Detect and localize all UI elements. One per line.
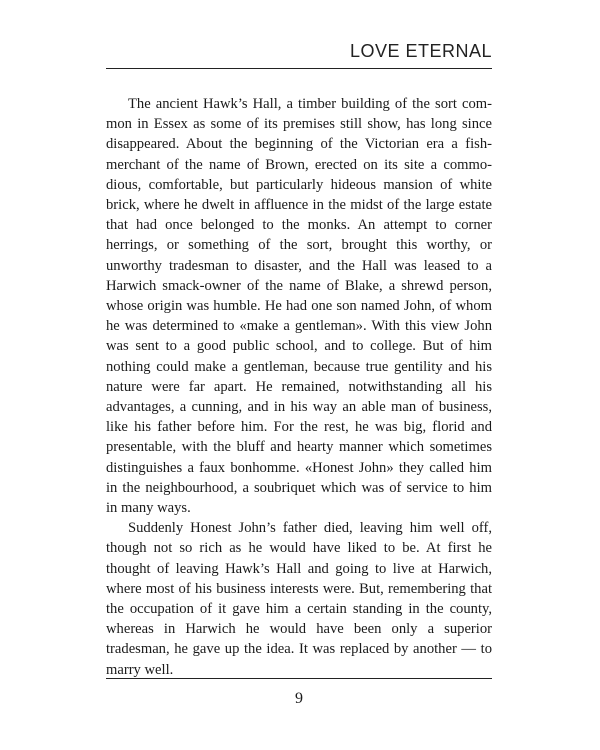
running-header (106, 40, 492, 69)
footer-rule (106, 678, 492, 679)
running-title: LOVE ETERNAL (349, 41, 492, 61)
body-text (106, 94, 492, 680)
paragraph-1: The ancient Hawk’s Hall, a timber building of the sort common in Essex as some of its premises still show, has long since disappeared. About the beginning of the Victorian era a fishmerchant of the name of Brown, erected on its site a commodious, comfortable, but particularly hideous mansion of white brick, where he dwelt in affluence in the midst of the large estate that had once belonged to the monks. An attempt to corner herrings, or something of the sort, brought this worthy, or unworthy tradesman to disaster, and the Hall was leased to a Harwich smack-owner of the name of Blake, a shrewd person, whose origin was humble. He had one son named John, of whom he was determined to «make a gentleman». With this view John was sent to a good public school, and to college. But of him nothing could make a gentleman, because true gentility and his nature were far apart. He remained, notwithstanding all his advantages, a cunning, and in his way an able man of business, like his father before him. For the rest, he was big, florid and presentable, with the bluff and hearty manner which sometimes distinguishes a faux bonhomme. «Honest John» they called him in the neighbourhood, a soubriquet which was of service to him in many ways. (106, 96, 492, 517)
paragraph-2: Suddenly Honest John’s father died, leaving him well off, though not so rich as he would have liked to be. At first he thought of leaving Hawk’s Hall and going to live at Harwich, where most of his business interests were. But, remembering that the occupation of it gave him a certain standing in the county, whereas in Harwich he would have been only a superior tradesman, he gave up the idea. It was replaced by another — to marry well. (106, 520, 492, 678)
page-number: 9 (295, 690, 303, 707)
